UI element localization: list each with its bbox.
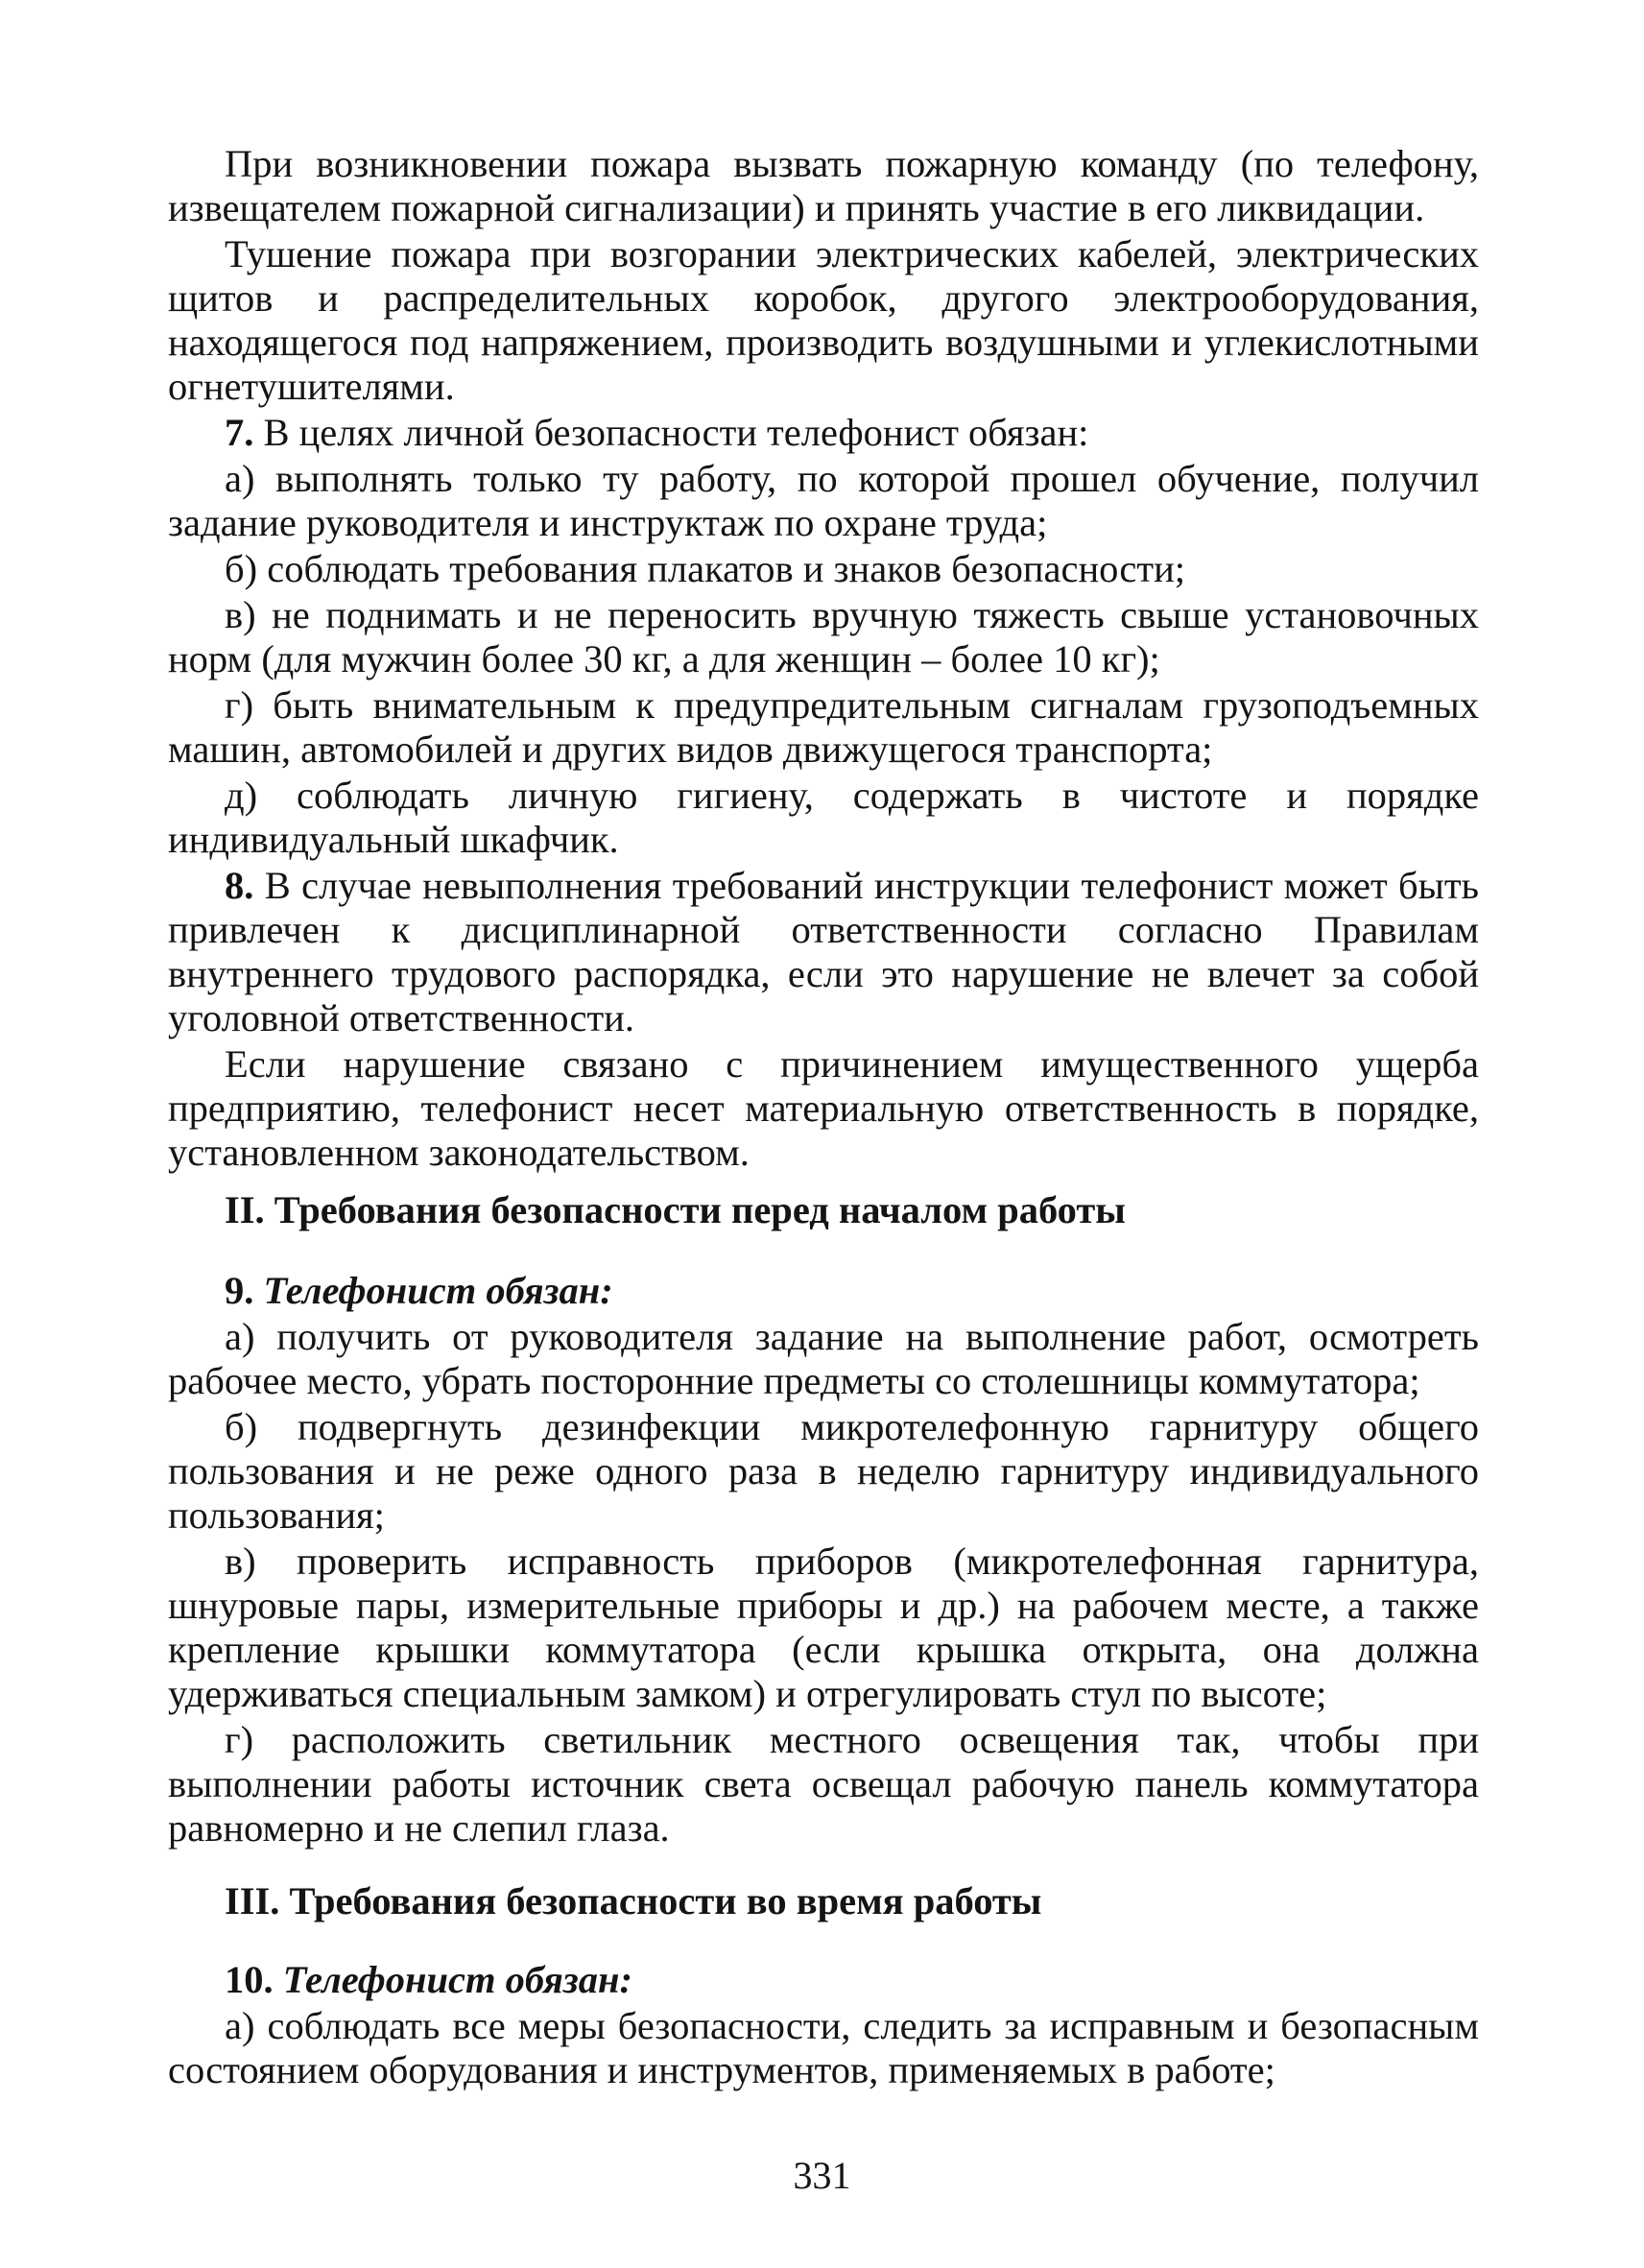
section-3-heading: III. Требования безопасности во время работы	[225, 1879, 1042, 1922]
item-7-d: г) быть внимательным к предупредительным сигналам грузоподъемных машин, автомобилей и других видов движущегося транспорта;	[168, 683, 1479, 771]
item-9	[168, 1269, 1479, 1313]
item-9-d: г) расположить светильник местного освещения так, чтобы при выполнении работы источник света освещал рабочую панель коммутатора равномерно и не слепил глаза.	[168, 1718, 1479, 1850]
item-10-a: а) соблюдать все меры безопасности, следить за исправным и безопасным состоянием оборудования и инструментов, применяемых в работе;	[168, 2004, 1479, 2091]
item-7-number: 7.	[225, 411, 254, 454]
paragraph-fire-call: При возникновении пожара вызвать пожарную команду (по телефону, извещателем пожарной сигнализации) и принять участие в его ликвидации.	[168, 142, 1479, 229]
item-9-c: в) проверить исправность приборов (микротелефонная гарнитура, шнуровые пары, измерительные приборы и др.) на рабочем месте, а также крепление крышки коммутатора (если крышка открыта, она должна удерживаться специальным замком) и отрегулировать стул по высоте;	[168, 1540, 1479, 1715]
item-7-e: д) соблюдать личную гигиену, содержать в чистоте и порядке индивидуальный шкафчик.	[168, 774, 1479, 861]
paragraph-fire-extinguishing: Тушение пожара при возгорании электрических кабелей, электрических щитов и распределительных коробок, другого электрооборудования, находящегося под напряжением, производить воздушными и углекислотными огнетушителями.	[168, 232, 1479, 408]
item-8	[168, 864, 1479, 1040]
item-9-number: 9.	[225, 1269, 254, 1312]
item-9-title: Телефонист обязан:	[253, 1269, 613, 1312]
item-9-a: а) получить от руководителя задание на выполнение работ, осмотреть рабочее место, убрать посторонние предметы со столешницы коммутатора;	[168, 1315, 1479, 1402]
page-number: 331	[793, 2154, 851, 2197]
item-9-b: б) подвергнуть дезинфекции микротелефонную гарнитуру общего пользования и не реже одного раза в неделю гарнитуру индивидуального пользования;	[168, 1405, 1479, 1537]
item-7-b: б) соблюдать требования плакатов и знаков безопасности;	[225, 547, 1186, 590]
item-10	[168, 1958, 1479, 2002]
item-7-c: в) не поднимать и не переносить вручную тяжесть свыше установочных норм (для мужчин более 30 кг, а для женщин – более 10 кг);	[168, 593, 1479, 680]
item-10-title: Телефонист обязан:	[273, 1958, 632, 2001]
item-8-text: В случае невыполнения требований инструкции телефонист может быть привлечен к дисциплинарной ответственности согласно Правилам внутреннего трудового распорядка, если это нарушение не влечет за собой уголовной ответственности.	[168, 864, 1479, 1039]
section-2-heading: II. Требования безопасности перед началом работы	[225, 1188, 1126, 1231]
body-text-block-1	[168, 142, 1479, 1175]
item-7-a: а) выполнять только ту работу, по которой прошел обучение, получил задание руководителя и инструктаж по охране труда;	[168, 457, 1479, 544]
item-10-number: 10.	[225, 1958, 274, 2001]
item-8-number: 8.	[225, 864, 254, 907]
body-text-block-2	[168, 1269, 1479, 1850]
item-8-liability: Если нарушение связано с причинением имущественного ущерба предприятию, телефонист несет материальную ответственность в порядке, установленном законодательством.	[168, 1042, 1479, 1174]
body-text-block-3	[168, 1958, 1479, 2092]
item-7	[168, 411, 1479, 455]
item-7-text: В целях личной безопасности телефонист обязан:	[253, 411, 1089, 454]
